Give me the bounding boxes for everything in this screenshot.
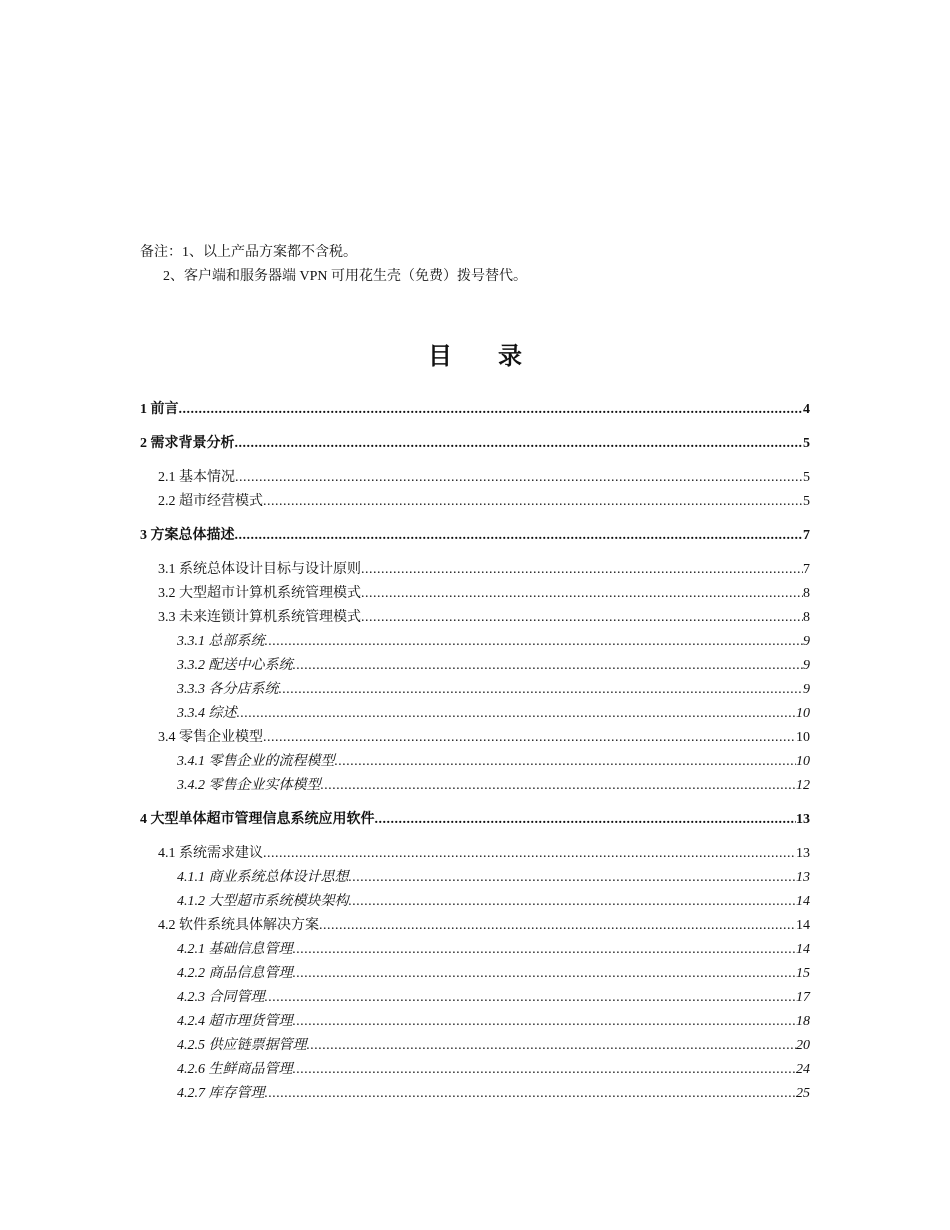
toc-entry[interactable] — [140, 398, 810, 422]
toc-entry[interactable] — [140, 938, 810, 962]
toc-leader-dots — [279, 678, 804, 702]
toc-leader-dots — [319, 914, 796, 938]
toc-entry-page-number: 5 — [803, 470, 810, 485]
toc-entry-page-number: 7 — [803, 562, 810, 577]
toc-entry-label: 3.3 未来连锁计算机系统管理模式 — [158, 610, 361, 625]
toc-entry[interactable] — [140, 1082, 810, 1106]
toc-leader-dots — [349, 866, 797, 890]
toc-entry[interactable] — [140, 808, 810, 832]
toc-entry-label: 4.2.7 库存管理 — [177, 1086, 265, 1101]
toc-entry-page-number: 5 — [803, 436, 810, 451]
toc-entry-label: 4.2 软件系统具体解决方案 — [158, 918, 319, 933]
table-of-contents — [140, 398, 810, 1106]
toc-leader-dots — [361, 558, 803, 582]
toc-entry-label: 4.2.5 供应链票据管理 — [177, 1038, 307, 1053]
toc-entry-page-number: 7 — [803, 528, 810, 543]
toc-entry-page-number: 8 — [803, 586, 810, 601]
toc-entry[interactable] — [140, 750, 810, 774]
toc-entry[interactable] — [140, 1058, 810, 1082]
toc-leader-dots — [321, 774, 797, 798]
toc-leader-dots — [235, 466, 803, 490]
toc-leader-dots — [293, 654, 804, 678]
toc-entry-label: 4.2.2 商品信息管理 — [177, 966, 293, 981]
toc-entry-label: 2 需求背景分析 — [140, 436, 235, 451]
toc-entry[interactable] — [140, 962, 810, 986]
toc-entry[interactable] — [140, 606, 810, 630]
toc-entry-label: 3.3.4 综述 — [177, 706, 237, 721]
toc-entry-label: 3.4.1 零售企业的流程模型 — [177, 754, 335, 769]
toc-entry-page-number: 14 — [796, 894, 810, 909]
toc-entry[interactable] — [140, 986, 810, 1010]
toc-entry-label: 4.2.3 合同管理 — [177, 990, 265, 1005]
toc-entry-label: 3.4 零售企业模型 — [158, 730, 263, 745]
toc-entry[interactable] — [140, 654, 810, 678]
toc-leader-dots — [263, 842, 796, 866]
toc-entry-page-number: 10 — [796, 730, 810, 745]
toc-entry[interactable] — [140, 726, 810, 750]
toc-entry-page-number: 13 — [796, 870, 810, 885]
toc-entry[interactable] — [140, 582, 810, 606]
toc-entry[interactable] — [140, 432, 810, 456]
remark-line-1: 备注：1、以上产品方案都不含税。 — [140, 245, 357, 260]
toc-entry-label: 4.1 系统需求建议 — [158, 846, 263, 861]
toc-entry-page-number: 14 — [796, 942, 810, 957]
toc-entry-label: 3.3.1 总部系统 — [177, 634, 265, 649]
toc-entry-label: 4 大型单体超市管理信息系统应用软件 — [140, 812, 375, 827]
remark-line-2: 2、客户端和服务器端 VPN 可用花生壳（免费）拨号替代。 — [163, 269, 528, 284]
toc-entry-label: 4.1.2 大型超市系统模块架构 — [177, 894, 349, 909]
toc-entry-label: 3 方案总体描述 — [140, 528, 235, 543]
toc-leader-dots — [235, 432, 804, 456]
toc-leader-dots — [361, 606, 803, 630]
toc-leader-dots — [179, 398, 804, 422]
toc-entry[interactable] — [140, 774, 810, 798]
toc-leader-dots — [265, 1082, 797, 1106]
toc-entry-label: 4.2.6 生鲜商品管理 — [177, 1062, 293, 1077]
toc-entry-page-number: 13 — [796, 812, 810, 827]
toc-leader-dots — [293, 962, 797, 986]
toc-entry-page-number: 17 — [796, 990, 810, 1005]
toc-entry[interactable] — [140, 524, 810, 548]
toc-entry-page-number: 12 — [796, 778, 810, 793]
toc-title-char-2: 录 — [498, 342, 568, 370]
toc-entry-page-number: 14 — [796, 918, 810, 933]
toc-entry-label: 3.1 系统总体设计目标与设计原则 — [158, 562, 361, 577]
toc-leader-dots — [237, 702, 797, 726]
toc-entry[interactable] — [140, 490, 810, 514]
toc-leader-dots — [293, 1058, 797, 1082]
toc-leader-dots — [349, 890, 797, 914]
toc-entry-page-number: 18 — [796, 1014, 810, 1029]
toc-entry-page-number: 10 — [796, 754, 810, 769]
toc-entry[interactable] — [140, 842, 810, 866]
toc-entry-page-number: 9 — [803, 634, 810, 649]
toc-entry-page-number: 25 — [796, 1086, 810, 1101]
toc-entry-label: 2.2 超市经营模式 — [158, 494, 263, 509]
toc-entry-label: 4.2.1 基础信息管理 — [177, 942, 293, 957]
toc-entry-page-number: 5 — [803, 494, 810, 509]
toc-entry[interactable] — [140, 678, 810, 702]
toc-entry-label: 3.3.3 各分店系统 — [177, 682, 279, 697]
toc-entry-label: 2.1 基本情况 — [158, 470, 235, 485]
toc-entry-page-number: 24 — [796, 1062, 810, 1077]
toc-leader-dots — [335, 750, 797, 774]
toc-entry-page-number: 9 — [803, 658, 810, 673]
toc-entry-label: 3.2 大型超市计算机系统管理模式 — [158, 586, 361, 601]
toc-entry[interactable] — [140, 466, 810, 490]
toc-entry-label: 3.3.2 配送中心系统 — [177, 658, 293, 673]
toc-leader-dots — [265, 986, 797, 1010]
toc-entry-page-number: 9 — [803, 682, 810, 697]
toc-entry-label: 4.1.1 商业系统总体设计思想 — [177, 870, 349, 885]
toc-entry-label: 4.2.4 超市理货管理 — [177, 1014, 293, 1029]
toc-entry-label: 1 前言 — [140, 402, 179, 417]
toc-entry-page-number: 20 — [796, 1038, 810, 1053]
toc-leader-dots — [263, 490, 803, 514]
toc-title — [0, 336, 950, 371]
toc-entry[interactable] — [140, 914, 810, 938]
toc-leader-dots — [293, 1010, 797, 1034]
toc-leader-dots — [265, 630, 804, 654]
toc-entry-page-number: 13 — [796, 846, 810, 861]
toc-leader-dots — [361, 582, 803, 606]
toc-entry[interactable] — [140, 866, 810, 890]
toc-leader-dots — [235, 524, 804, 548]
toc-entry-page-number: 4 — [803, 402, 810, 417]
toc-title-char-1: 目 — [428, 342, 498, 370]
toc-leader-dots — [263, 726, 796, 750]
toc-entry[interactable] — [140, 702, 810, 726]
toc-entry[interactable] — [140, 1010, 810, 1034]
toc-leader-dots — [375, 808, 797, 832]
toc-leader-dots — [307, 1034, 797, 1058]
remarks — [140, 241, 527, 289]
toc-entry[interactable] — [140, 630, 810, 654]
toc-entry-label: 3.4.2 零售企业实体模型 — [177, 778, 321, 793]
toc-entry-page-number: 15 — [796, 966, 810, 981]
toc-entry-page-number: 10 — [796, 706, 810, 721]
toc-entry-page-number: 8 — [803, 610, 810, 625]
toc-entry[interactable] — [140, 890, 810, 914]
toc-entry[interactable] — [140, 558, 810, 582]
toc-leader-dots — [293, 938, 797, 962]
toc-entry[interactable] — [140, 1034, 810, 1058]
